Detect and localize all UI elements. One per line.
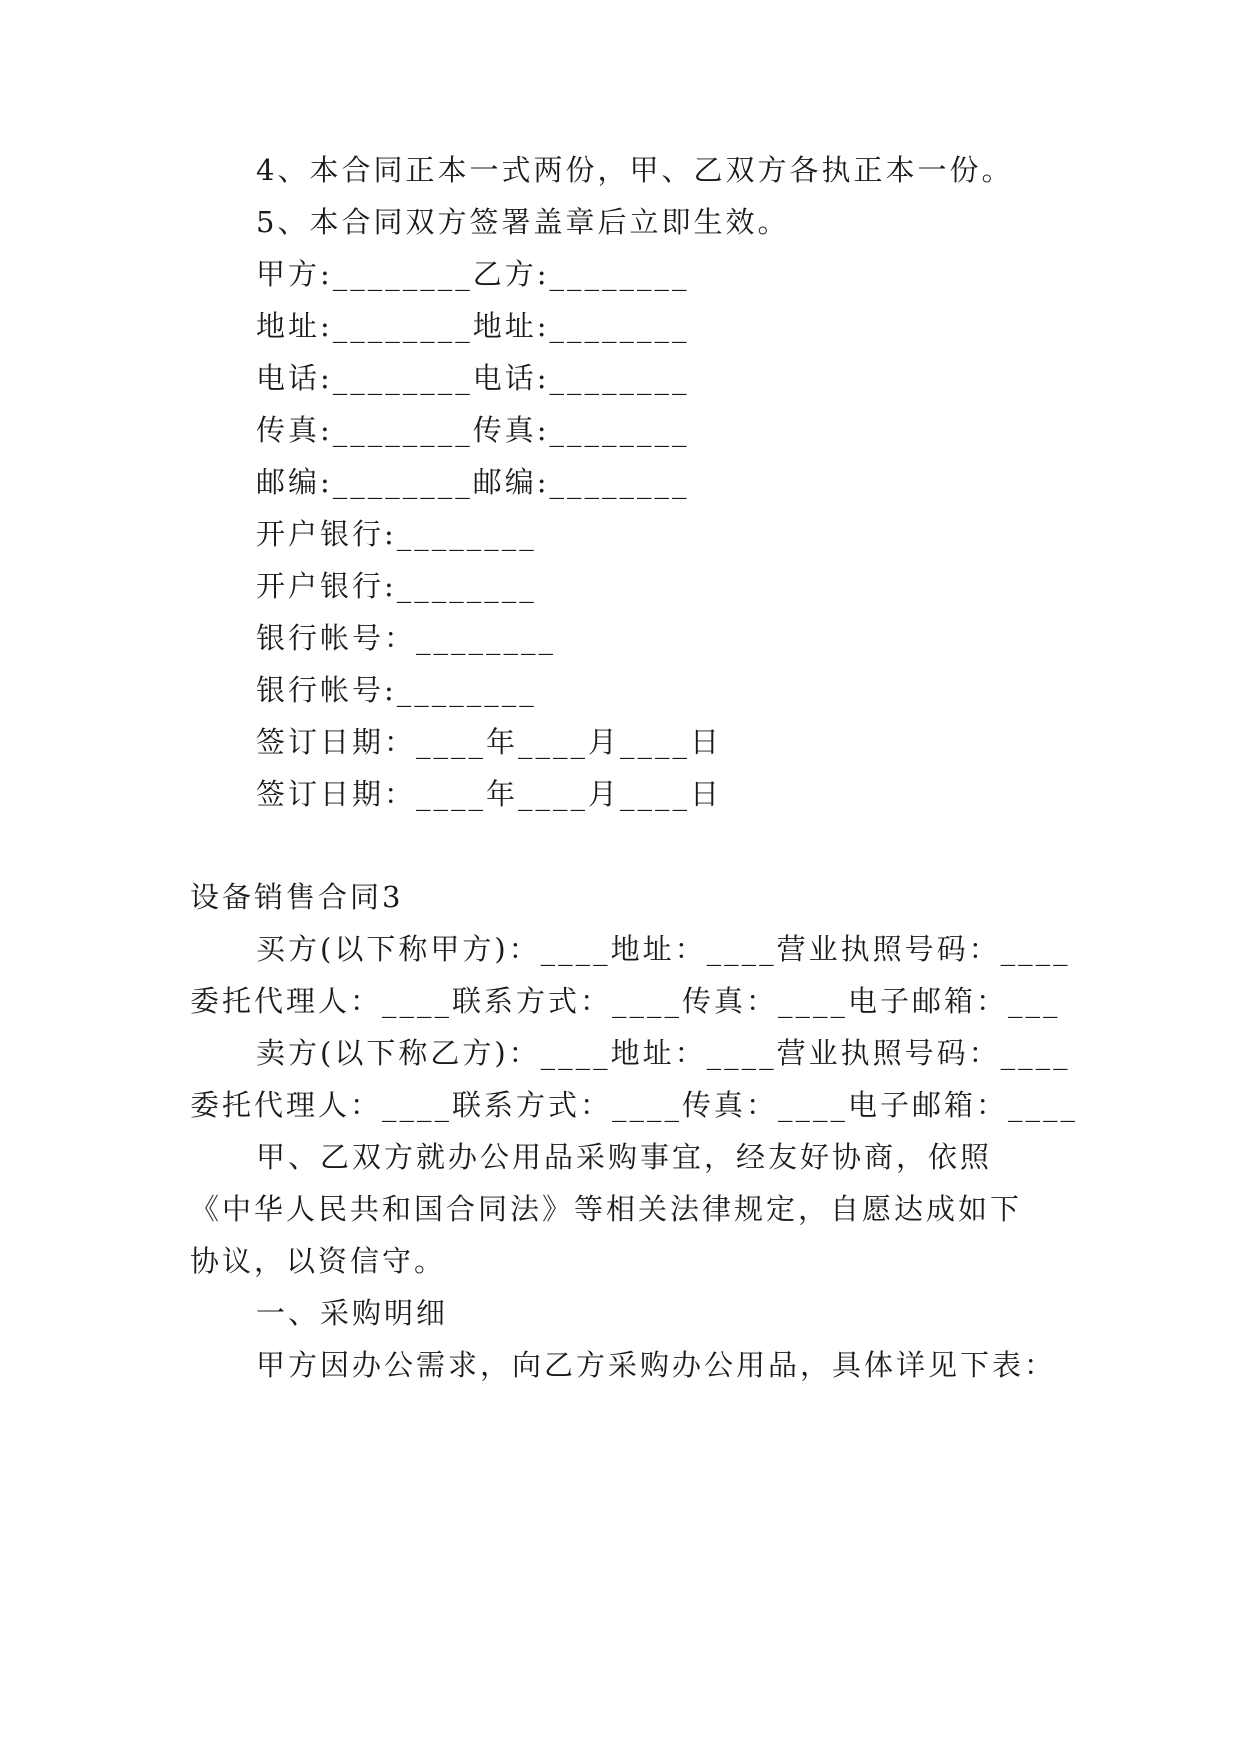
clause-5: 5、本合同双方签署盖章后立即生效。 xyxy=(256,205,790,239)
account-line-b: 银行帐号:________ xyxy=(256,673,537,707)
buyer-line: 买方(以下称甲方)：____地址：____营业执照号码：____ xyxy=(256,932,1071,966)
account-line-a: 银行帐号：________ xyxy=(256,621,557,655)
agreement-paragraph-line-1: 甲、乙双方就办公用品采购事宜，经友好协商，依照 xyxy=(256,1140,993,1174)
agreement-paragraph-line-3: 协议，以资信守。 xyxy=(190,1244,447,1278)
bank-line-a: 开户银行:________ xyxy=(256,517,537,551)
sign-date-line-a: 签订日期：____年____月____日 xyxy=(256,725,723,759)
party-line-fax: 传真:________传真:________ xyxy=(256,413,690,447)
procurement-heading: 一、采购明细 xyxy=(256,1296,449,1330)
party-line-postcode: 邮编:________邮编:________ xyxy=(256,465,690,499)
procurement-description: 甲方因办公需求，向乙方采购办公用品，具体详见下表： xyxy=(256,1348,1057,1382)
bank-line-b: 开户银行:________ xyxy=(256,569,537,603)
section-title: 设备销售合同3 xyxy=(190,880,404,914)
seller-agent-line: 委托代理人：____联系方式：____传真：____电子邮箱：____ xyxy=(190,1088,1079,1122)
party-line-name: 甲方:________乙方:________ xyxy=(256,257,690,291)
party-line-phone: 电话:________电话:________ xyxy=(256,361,690,395)
party-line-address: 地址:________地址:________ xyxy=(256,309,690,343)
agreement-paragraph-line-2: 《中华人民共和国合同法》等相关法律规定，自愿达成如下 xyxy=(190,1192,1023,1226)
sign-date-line-b: 签订日期：____年____月____日 xyxy=(256,777,723,811)
buyer-agent-line: 委托代理人：____联系方式：____传真：____电子邮箱：___ xyxy=(190,984,1061,1018)
clause-4: 4、本合同正本一式两份，甲、乙双方各执正本一份。 xyxy=(256,153,1014,187)
seller-line: 卖方(以下称乙方)：____地址：____营业执照号码：____ xyxy=(256,1036,1071,1070)
